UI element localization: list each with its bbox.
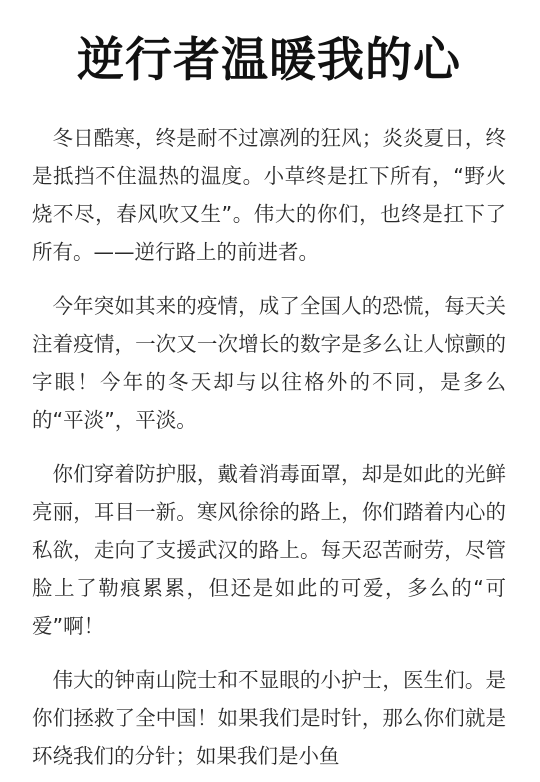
article-body: [32, 119, 506, 775]
article-paragraph-1: 冬日酷寒，终是耐不过凛冽的狂风；炎炎夏日，终是抵挡不住温热的温度。小草终是扛下所有，“野火烧不尽，春风吹又生”。伟大的你们，也终是扛下了所有。——逆行路上的前进者。: [32, 126, 506, 264]
article-paragraph-3: 你们穿着防护服，戴着消毒面罩，却是如此的光鲜亮丽，耳目一新。寒风徐徐的路上，你们踏着内心的私欲，走向了支援武汉的路上。每天忍苦耐劳，尽管脸上了勒痕累累，但还是如此的可爱，多么的“可爱”啊！: [32, 462, 506, 638]
article-paragraph-2: 今年突如其来的疫情，成了全国人的恐慌，每天关注着疫情，一次又一次增长的数字是多么让人惊颤的字眼！今年的冬天却与以往格外的不同，是多么的“平淡”，平淡。: [32, 294, 506, 432]
article-paragraph-4: 伟大的钟南山院士和不显眼的小护士，医生们。是你们拯救了全中国！如果我们是时针，那么你们就是环绕我们的分针；如果我们是小鱼: [32, 668, 506, 768]
article-title: 逆行者温暖我的心: [77, 33, 461, 88]
article-page: [0, 30, 540, 782]
